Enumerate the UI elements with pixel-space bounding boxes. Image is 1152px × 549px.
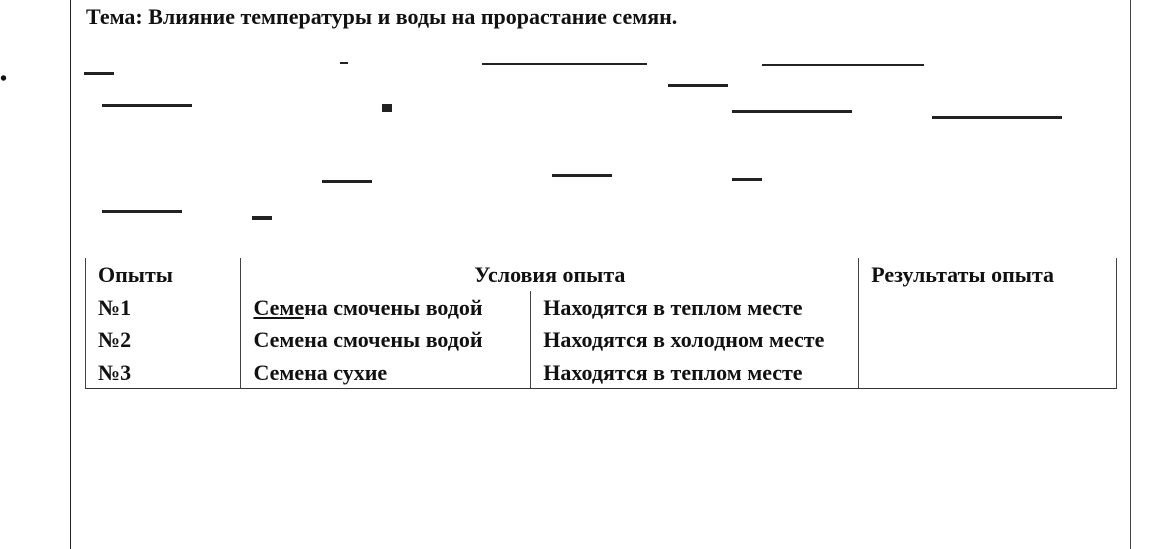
margin-mark: • [0,68,8,90]
header-experiments: Опыты [86,258,241,291]
seed-condition-text: Семена сухие [253,359,388,385]
experiment-number: №1 [86,291,241,324]
header-conditions: Условия опыта [241,258,859,291]
experiment-number: №2 [86,323,241,356]
scan-artifact [732,110,852,113]
scan-artifact [102,210,182,213]
page-right-border [1130,0,1131,549]
scan-artifact [932,116,1062,119]
scan-artifact [762,64,924,66]
document-title: Тема: Влияние температуры и воды на прорастание семян. [86,4,678,29]
redacted-area [72,32,1128,250]
seed-condition [241,356,531,389]
table-row [86,356,1117,389]
page-left-border [70,0,71,549]
underlined-text: Семе [253,294,305,320]
results-table [85,258,1117,389]
seed-condition-text: Семена смочены водой [253,327,483,353]
table-header-row [86,258,1117,291]
scan-artifact [84,72,114,75]
table-row [86,291,1117,324]
scan-artifact [482,63,647,65]
scan-artifact [340,62,348,64]
seed-condition [241,323,531,356]
place-condition: Находятся в теплом месте [531,291,859,324]
result-cell[interactable] [859,356,1117,389]
result-cell[interactable] [859,323,1117,356]
scan-artifact [552,174,612,177]
result-cell[interactable] [859,291,1117,324]
header-results: Результаты опыта [859,258,1117,291]
experiment-number: №3 [86,356,241,389]
scan-artifact [732,178,762,181]
scan-artifact [322,180,372,183]
place-condition: Находятся в холодном месте [531,323,859,356]
seed-condition-text: на смочены водой [304,294,483,320]
scan-artifact [252,216,272,220]
scan-artifact [668,84,728,87]
table-row [86,323,1117,356]
seed-condition [241,291,531,324]
scan-artifact [382,104,392,112]
place-condition: Находятся в теплом месте [531,356,859,389]
scan-artifact [102,104,192,107]
